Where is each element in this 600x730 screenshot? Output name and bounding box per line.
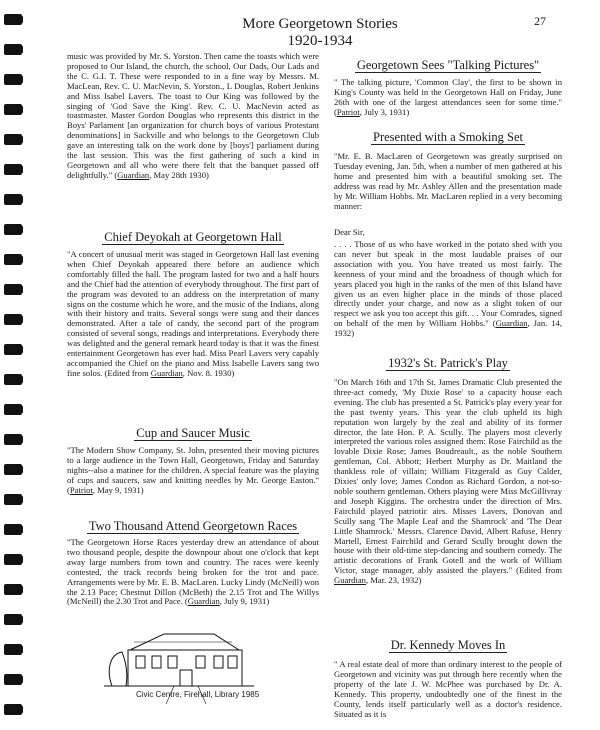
citation-date: , Mar. 23, 1932) <box>365 575 422 586</box>
page-number: 27 <box>534 14 546 28</box>
binding-ring <box>4 224 22 235</box>
letter-body-text <box>334 240 562 339</box>
letter-salutation: Dear Sir, <box>334 228 365 237</box>
heading-st-patricks-play <box>334 356 562 370</box>
citation-source: Patriot <box>69 484 93 495</box>
citation-date: , July 3, 1931) <box>359 106 410 117</box>
binding-ring <box>4 584 22 595</box>
binding-ring <box>4 674 22 685</box>
citation-date: , May 9, 1931) <box>92 484 144 495</box>
binding-ring <box>4 554 22 565</box>
horse-races-article-text <box>67 538 319 607</box>
tree <box>109 652 127 686</box>
heading-text: Cup and Saucer Music <box>136 426 250 440</box>
binding-ring <box>4 494 22 505</box>
binding-ring <box>4 614 22 625</box>
heading-talking-pictures <box>334 58 562 72</box>
article-text: " The talking picture, 'Common Clay', the first to be shown in King's County was held in the Georgetown Hall on Friday, June 26th with one of the largest attendances seen for some time." ( <box>334 78 562 117</box>
binding-ring <box>4 254 22 265</box>
citation-source: Guardian <box>117 169 150 180</box>
heading-dr-kennedy <box>334 638 562 652</box>
citation-source: Patriot <box>336 106 360 117</box>
binding-ring <box>4 194 22 205</box>
binding-ring <box>4 164 22 175</box>
page-title: More Georgetown Stories <box>242 16 398 32</box>
citation-source: Guardian <box>150 367 183 378</box>
window <box>168 656 177 668</box>
binding-ring <box>4 314 22 325</box>
banquet-text: music was provided by Mr. S. Yorston. Then came the toasts which were proposed to Our Island, the church, the school, Our Dads, Our Lads and the C. G.I. T. These were responded to in a fine way by Messrs. M. MacLean, Rev. C. U. MacNevin, S. Yorston., L Douglas, Robert Jenkins and Miss Isabel Lavers. The toast to Our King was followed by the singing of 'God Save the King'. Rev. C. U. MacNevin acted as toastmaster. Master Gordon Douglas who represents this district in the Boys' Parlament [an organization for church boys of various Protestant denominations] in Sackville and who belongs to the Georgetown Club gave an interesting talk on the work done by [boys'] parliament during the last session. This was the first gathering of such a kind in Georgetown and all who were there felt that the banquet passed off delightfully." <box>67 52 319 180</box>
article-text: "The Georgetown Horse Races yesterday drew an attendance of about two thousand people, despite the downpour about one o'clock that kept away large numbers from town and country. The races were keenly contested, the track records being broken for the trot and pace. Arrangements were by Mr. E. B. MacLaren. Lucky Lindy (McNeill) won the 2.13 Pace; Chestnut Dillon (McBeth) the 2.15 Trot and The Willys (McNeill) the 2.30 Trot and Pace. ( <box>67 538 319 607</box>
citation-date: , Jan. 14, 1932) <box>334 318 562 339</box>
article-text: "On March 16th and 17th St. James Dramatic Club presented the three-act comedy, 'My Dixie Rose' to a capacity house each evening. The club has presented a St. Patrick's play every year for the past twenty years. This year the club upheld its high reputation won largely by the zeal and ability of its former director, the late Hon. P. A. Scully. The players most cleverly interpreted the various roles assigned them: Rose Fairchild as the lovable Dixie Rose; James Boudreault., as the noble Southern gentleman, Col. Abbott; Herbert Murphy as Dr. Maitland the thankless role of villain; William Fitzgerald as Guy Calder, Dixies' only love; James Condon as Richard Gordon, a not-so-noble southern gentleman. Others playing were Miss McGillivray and Joseph Kiggins. The orchestra under the direction of Mrs. Fairchild played patriotic airs. Misses Lavers, Donovan and Scully sang 'The Maple Leaf and the Shamrock' and 'The Dear Little Shamrock.' Messrs. Clarence David, Albert Rafuse, Henry Martell, Ernest Fairchild and Gerard Scully brought down the house with their old-time step-dancing and southern comedy. The artistic decorations of Frank Gotell and the work of William Victor, stage manager, ably assisted the players." (Edited from <box>334 378 562 576</box>
heading-text: Presented with a Smoking Set <box>373 130 523 144</box>
heading-text: Georgetown Sees "Talking Pictures" <box>356 58 540 72</box>
heading-chief-deyokah <box>67 230 319 244</box>
heading-cup-and-saucer <box>67 426 319 440</box>
illustration-caption: Civic Centre, Firehall, Library 1985 <box>136 690 260 699</box>
binding-ring <box>4 14 22 25</box>
binding-ring <box>4 404 22 415</box>
binding-ring <box>4 464 22 475</box>
letter-text: . . . . Those of us who have worked in the potato shed with you can never but speak in the most laudable praises of our association with you. You have treated us most fairly. The keenness of your mind and the broadness of though which for years placed you high in the ranks of the men of this Island have given us an even higher place in the minds of those placed directly under your charge, and now as a slight token of our respect we ask you too accept this gift. . . Your Comrades, signed on behalf of the men by William Hobbs." ( <box>334 240 562 329</box>
chief-deyokah-article-text <box>67 250 319 379</box>
heading-text: Chief Deyokah at Georgetown Hall <box>104 230 282 244</box>
binding-ring <box>4 524 22 535</box>
window <box>228 656 237 668</box>
binding-ring <box>4 284 22 295</box>
window <box>136 656 145 668</box>
article-text: "The Modern Show Company, St. John, presented their moving pictures to a large audience in the Town Hall, Georgetown, Friday and Saturday nights--also a matinee for the children. A special feature was the playing of cups and saucers, saw and knitting needles by Mr. George Easton." ( <box>67 446 319 495</box>
window <box>152 656 161 668</box>
dr-kennedy-article-text: " A real estate deal of more than ordinary interest to the people of Georgetown and vicinity was put through here recently when the property of the late J. W. McPhee was purchased by Dr. A. Kennedy. This property, undoubtedly one of the finest in the County, lends itself particularly well as a doctor's residence. Situated as it is <box>334 660 562 719</box>
heading-horse-races <box>67 519 319 533</box>
st-patricks-article-text <box>334 378 562 586</box>
citation-date: , Nov. 8. 1930) <box>182 367 235 378</box>
binding-ring <box>4 104 22 115</box>
banquet-article-text: music was provided by Mr. S. Yorston. Then came the toasts which were proposed to Our Island, the church, the school, Our Dads, Our Lads and the C. G.I. T. These were responded to in a fine way by Messrs. M. MacLean, Rev. C. U. MacNevin, S. Yorston., L Douglas, Robert Jenkins and Miss Isabel Lavers. The toast to Our King was followed by the singing of 'God Save the King'. Rev. C. U. MacNevin acted as toastmaster. Master Gordon Douglas who represents this district in the Boys' Parlament [an organization for church boys of various Protestant denominations] in Sackville and who belongs to the Georgetown Club gave an interesting talk on the work done by [boys'] parliament during the last session. This was the first gathering of such a kind in Georgetown and all who were there felt that the banquet passed off delightfully." (Guardian, May 28th 1930) <box>67 52 319 180</box>
binding-ring <box>4 644 22 655</box>
door <box>180 670 192 686</box>
binding-ring <box>4 74 22 85</box>
heading-text: 1932's St. Patrick's Play <box>388 356 508 370</box>
citation-source: Guardian <box>187 596 220 607</box>
page-subtitle-years: 1920-1934 <box>287 33 353 49</box>
binding-ring <box>4 44 22 55</box>
smoking-set-article-text: "Mr. E. B. MacLaren of Georgetown was greatly surprised on Tuesday evening, Jan. 5th, when a number of men gathered at his home and presented him with a beautiful smoking set. The address was read by Mr. Ashley Allen and the presentation made by Mr. William Hobbs. Mr. MacLaren replied in a very becoming manner: <box>334 152 562 211</box>
cup-saucer-article-text <box>67 446 319 496</box>
civic-centre-illustration <box>104 630 254 725</box>
heading-text: Dr. Kennedy Moves In <box>390 638 506 652</box>
window <box>196 656 205 668</box>
heading-smoking-set <box>334 130 562 144</box>
article-text: "A concert of unusual merit was staged in Georgetown Hall last evening when Chief Deyokah appeared there before an audience which comfortably filled the hall. The program lasted for two and a half hours and the Chief had the attention of everybody throughout. The first part of the program was devoted to an address on the interpretation of many signs on the costume which he wore, and the music of the Indians, along with their history and traits. Several songs were sung and their dances demonstrated. After a tale of candy, the second part of the program consisted of several songs, readings and interpretations. Everybody there was delighted and the general remark heard today is that it was the finest entertainment Georgetown has ever had. Miss Pearl Lavers very capably accompanied the Chief on the piano and Miss Isabelle Lavers sang two fine solos. (Edited from <box>67 250 319 378</box>
citation-source: Guardian <box>334 575 366 586</box>
citation-date: , July 9, 1931) <box>219 596 270 607</box>
binding-ring <box>4 134 22 145</box>
talking-pictures-article-text <box>334 78 562 118</box>
binding-ring <box>4 374 22 385</box>
spiral-binding <box>0 0 28 730</box>
page-header <box>40 16 600 49</box>
citation-date: , May 28th 1930) <box>149 169 209 180</box>
binding-ring <box>4 434 22 445</box>
binding-ring <box>4 704 22 715</box>
citation-source: Guardian <box>495 318 528 329</box>
window <box>214 656 223 668</box>
heading-text: Two Thousand Attend Georgetown Races <box>88 519 298 533</box>
binding-ring <box>4 344 22 355</box>
